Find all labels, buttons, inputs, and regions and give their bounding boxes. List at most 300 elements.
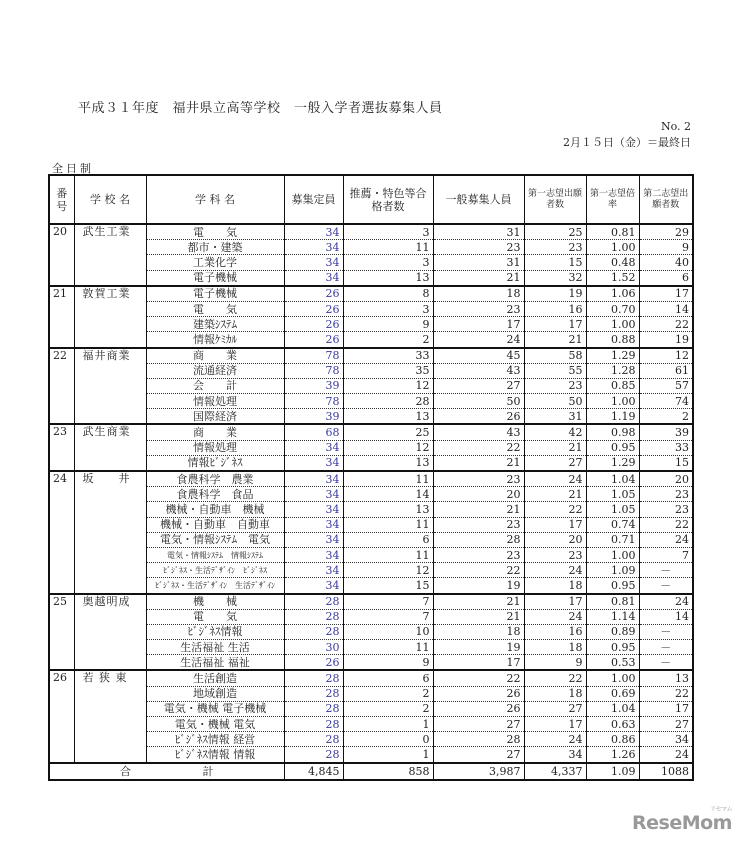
general-capacity: 23 — [433, 547, 524, 562]
department-name: 食農科学 食品 — [146, 487, 284, 502]
table-row — [49, 455, 693, 471]
second-choice-applicants: 27 — [639, 717, 693, 732]
school-number: 25 — [49, 594, 74, 671]
department-name: 電 気 — [146, 301, 284, 316]
second-choice-applicants: 39 — [639, 424, 693, 440]
capacity: 34 — [284, 440, 343, 455]
general-capacity: 21 — [433, 455, 524, 471]
first-choice-ratio: 1.14 — [586, 609, 639, 624]
resemom-logo: ReseMom リセマム — [632, 806, 732, 834]
department-name: ﾋﾞｼﾞﾈｽ情報 — [146, 624, 284, 639]
general-capacity: 45 — [433, 348, 524, 364]
capacity: 34 — [284, 487, 343, 502]
recommended-admitted: 0 — [343, 732, 433, 747]
capacity: 34 — [284, 471, 343, 487]
capacity: 34 — [284, 578, 343, 594]
document-number: No. 2 — [660, 120, 691, 133]
table-row — [49, 409, 693, 425]
general-capacity: 21 — [433, 609, 524, 624]
table-row — [49, 348, 693, 364]
school-number: 26 — [49, 670, 74, 762]
first-choice-ratio: 1.09 — [586, 563, 639, 578]
general-capacity: 26 — [433, 686, 524, 701]
department-name: 会 計 — [146, 378, 284, 393]
first-choice-applicants: 22 — [524, 670, 586, 686]
recommended-admitted: 13 — [343, 409, 433, 425]
department-name: 流通経済 — [146, 363, 284, 378]
school-name: 奥越明成 — [74, 594, 146, 671]
recommended-admitted: 15 — [343, 578, 433, 594]
second-choice-applicants: 6 — [639, 270, 693, 286]
department-name: 建築ｼｽﾃﾑ — [146, 317, 284, 332]
column-header: 第一志望出願者数 — [524, 175, 586, 224]
general-capacity: 27 — [433, 717, 524, 732]
first-choice-applicants: 16 — [524, 301, 586, 316]
table-row — [49, 594, 693, 610]
department-name: 電気・情報ｼｽﾃﾑ 情報ｼｽﾃﾑ — [146, 547, 284, 562]
second-choice-applicants: 23 — [639, 502, 693, 517]
second-choice-applicants: 23 — [639, 487, 693, 502]
first-choice-ratio: 0.98 — [586, 424, 639, 440]
department-name: 地域創造 — [146, 686, 284, 701]
table-row — [49, 502, 693, 517]
capacity: 34 — [284, 563, 343, 578]
recommended-admitted: 11 — [343, 547, 433, 562]
first-choice-applicants: 23 — [524, 547, 586, 562]
table-row — [49, 471, 693, 487]
first-choice-ratio: 1.04 — [586, 471, 639, 487]
general-capacity: 23 — [433, 517, 524, 532]
second-choice-applicants: 57 — [639, 378, 693, 393]
capacity: 34 — [284, 270, 343, 286]
table-row — [49, 378, 693, 393]
capacity: 26 — [284, 655, 343, 671]
second-choice-applicants: 19 — [639, 332, 693, 348]
capacity: 34 — [284, 517, 343, 532]
capacity: 34 — [284, 455, 343, 471]
general-capacity: 22 — [433, 563, 524, 578]
department-name: 電 気 — [146, 224, 284, 240]
first-choice-applicants: 17 — [524, 317, 586, 332]
table-row — [49, 224, 693, 240]
first-choice-applicants: 18 — [524, 578, 586, 594]
first-choice-ratio: 0.95 — [586, 640, 639, 655]
department-name: 機 械 — [146, 594, 284, 610]
second-choice-applicants: － — [639, 640, 693, 655]
recommended-admitted: 9 — [343, 317, 433, 332]
second-choice-applicants: 7 — [639, 547, 693, 562]
table-row — [49, 286, 693, 302]
recommended-admitted: 13 — [343, 502, 433, 517]
table-row — [49, 363, 693, 378]
department-name: ﾋﾞｼﾞﾈｽ・生活ﾃﾞｻﾞｲﾝ 生活ﾃﾞｻﾞｲﾝ — [146, 578, 284, 594]
table-row — [49, 578, 693, 594]
recommended-admitted: 7 — [343, 609, 433, 624]
general-capacity: 31 — [433, 224, 524, 240]
recommended-admitted: 11 — [343, 471, 433, 487]
first-choice-applicants: 27 — [524, 701, 586, 716]
recommended-admitted: 6 — [343, 532, 433, 547]
general-capacity: 26 — [433, 409, 524, 425]
table-row — [49, 686, 693, 701]
school-number: 23 — [49, 424, 74, 471]
first-choice-ratio: 0.95 — [586, 440, 639, 455]
department-name: 生活創造 — [146, 670, 284, 686]
column-header: 推薦・特色等合格者数 — [343, 175, 433, 224]
second-choice-applicants: 24 — [639, 532, 693, 547]
recommended-admitted: 1 — [343, 717, 433, 732]
school-number: 21 — [49, 286, 74, 348]
table-row — [49, 332, 693, 348]
first-choice-applicants: 17 — [524, 517, 586, 532]
capacity: 34 — [284, 255, 343, 270]
recommended-admitted: 13 — [343, 270, 433, 286]
recommended-admitted: 3 — [343, 301, 433, 316]
second-choice-applicants: 9 — [639, 240, 693, 255]
first-choice-applicants: 22 — [524, 502, 586, 517]
recommended-admitted: 2 — [343, 701, 433, 716]
total-value: 1088 — [639, 763, 693, 780]
recommended-admitted: 9 — [343, 655, 433, 671]
recommended-admitted: 13 — [343, 455, 433, 471]
table-row — [49, 563, 693, 578]
first-choice-ratio: 1.00 — [586, 670, 639, 686]
second-choice-applicants: 29 — [639, 224, 693, 240]
recommended-admitted: 33 — [343, 348, 433, 364]
table-row — [49, 655, 693, 671]
department-name: 情報処理 — [146, 440, 284, 455]
table-row — [49, 732, 693, 747]
admissions-table — [48, 174, 694, 781]
capacity: 28 — [284, 670, 343, 686]
recommended-admitted: 11 — [343, 240, 433, 255]
general-capacity: 22 — [433, 670, 524, 686]
first-choice-ratio: 1.29 — [586, 455, 639, 471]
table-row — [49, 394, 693, 409]
first-choice-ratio: 1.05 — [586, 487, 639, 502]
first-choice-applicants: 23 — [524, 378, 586, 393]
recommended-admitted: 25 — [343, 424, 433, 440]
department-name: 情報ｹﾐｶﾙ — [146, 332, 284, 348]
capacity: 28 — [284, 686, 343, 701]
capacity: 34 — [284, 547, 343, 562]
table-row — [49, 317, 693, 332]
first-choice-ratio: 0.63 — [586, 717, 639, 732]
capacity: 26 — [284, 286, 343, 302]
department-name: 商 業 — [146, 348, 284, 364]
column-header: 一般募集人員 — [433, 175, 524, 224]
department-name: 商 業 — [146, 424, 284, 440]
first-choice-applicants: 17 — [524, 594, 586, 610]
first-choice-ratio: 1.29 — [586, 348, 639, 364]
first-choice-applicants: 42 — [524, 424, 586, 440]
first-choice-applicants: 25 — [524, 224, 586, 240]
second-choice-applicants: － — [639, 578, 693, 594]
second-choice-applicants: 74 — [639, 394, 693, 409]
recommended-admitted: 12 — [343, 563, 433, 578]
first-choice-ratio: 0.71 — [586, 532, 639, 547]
capacity: 26 — [284, 317, 343, 332]
first-choice-applicants: 21 — [524, 487, 586, 502]
general-capacity: 27 — [433, 378, 524, 393]
second-choice-applicants: 14 — [639, 609, 693, 624]
school-number: 22 — [49, 348, 74, 425]
second-choice-applicants: 22 — [639, 517, 693, 532]
table-row — [49, 517, 693, 532]
recommended-admitted: 12 — [343, 378, 433, 393]
first-choice-ratio: 1.26 — [586, 747, 639, 763]
first-choice-ratio: 1.00 — [586, 547, 639, 562]
capacity: 30 — [284, 640, 343, 655]
first-choice-applicants: 34 — [524, 747, 586, 763]
total-label-a: 合 — [120, 764, 131, 778]
capacity: 26 — [284, 301, 343, 316]
table-row — [49, 301, 693, 316]
table-row — [49, 487, 693, 502]
department-name: 情報処理 — [146, 394, 284, 409]
deadline-note: 2月１５日（金）＝最終日 — [563, 136, 691, 149]
capacity: 34 — [284, 224, 343, 240]
school-name: 武生工業 — [74, 224, 146, 286]
first-choice-ratio: 0.69 — [586, 686, 639, 701]
column-header: 第一志望倍 率 — [586, 175, 639, 224]
first-choice-ratio: 1.28 — [586, 363, 639, 378]
capacity: 39 — [284, 409, 343, 425]
column-header: 募集定員 — [284, 175, 343, 224]
second-choice-applicants: 17 — [639, 701, 693, 716]
column-header: 番号 — [49, 175, 74, 224]
second-choice-applicants: 22 — [639, 686, 693, 701]
capacity: 78 — [284, 394, 343, 409]
table-row — [49, 440, 693, 455]
table-row — [49, 255, 693, 270]
department-name: 国際経済 — [146, 409, 284, 425]
recommended-admitted: 12 — [343, 440, 433, 455]
first-choice-applicants: 24 — [524, 563, 586, 578]
capacity: 28 — [284, 717, 343, 732]
school-name: 若 狭 東 — [74, 670, 146, 762]
department-name: 機械・自動車 機械 — [146, 502, 284, 517]
first-choice-ratio: 1.05 — [586, 502, 639, 517]
total-row — [49, 763, 693, 780]
first-choice-applicants: 58 — [524, 348, 586, 364]
second-choice-applicants: 2 — [639, 409, 693, 425]
general-capacity: 28 — [433, 532, 524, 547]
recommended-admitted: 6 — [343, 670, 433, 686]
first-choice-applicants: 31 — [524, 409, 586, 425]
first-choice-applicants: 17 — [524, 717, 586, 732]
second-choice-applicants: 33 — [639, 440, 693, 455]
school-name: 敦賀工業 — [74, 286, 146, 348]
department-name: 機械・自動車 自動車 — [146, 517, 284, 532]
capacity: 39 — [284, 378, 343, 393]
first-choice-applicants: 15 — [524, 255, 586, 270]
first-choice-ratio: 0.85 — [586, 378, 639, 393]
second-choice-applicants: 13 — [639, 670, 693, 686]
department-name: 電気・情報ｼｽﾃﾑ 電気 — [146, 532, 284, 547]
general-capacity: 18 — [433, 286, 524, 302]
section-label: 全日制 — [52, 162, 94, 175]
second-choice-applicants: 12 — [639, 348, 693, 364]
first-choice-ratio: 0.53 — [586, 655, 639, 671]
department-name: 食農科学 農業 — [146, 471, 284, 487]
general-capacity: 21 — [433, 502, 524, 517]
second-choice-applicants: 17 — [639, 286, 693, 302]
first-choice-applicants: 24 — [524, 732, 586, 747]
department-name: ﾋﾞｼﾞﾈｽ情報 経営 — [146, 732, 284, 747]
recommended-admitted: 1 — [343, 747, 433, 763]
general-capacity: 23 — [433, 471, 524, 487]
general-capacity: 19 — [433, 640, 524, 655]
capacity: 28 — [284, 732, 343, 747]
column-header: 学 校 名 — [74, 175, 146, 224]
recommended-admitted: 28 — [343, 394, 433, 409]
total-label — [49, 763, 284, 780]
table-row — [49, 424, 693, 440]
second-choice-applicants: 14 — [639, 301, 693, 316]
general-capacity: 26 — [433, 701, 524, 716]
general-capacity: 18 — [433, 624, 524, 639]
first-choice-applicants: 16 — [524, 624, 586, 639]
recommended-admitted: 2 — [343, 332, 433, 348]
capacity: 28 — [284, 747, 343, 763]
table-row — [49, 532, 693, 547]
recommended-admitted: 7 — [343, 594, 433, 610]
capacity: 34 — [284, 502, 343, 517]
general-capacity: 17 — [433, 317, 524, 332]
recommended-admitted: 3 — [343, 255, 433, 270]
column-header: 第二志望出願者数 — [639, 175, 693, 224]
capacity: 28 — [284, 609, 343, 624]
first-choice-ratio: 0.48 — [586, 255, 639, 270]
first-choice-ratio: 0.81 — [586, 594, 639, 610]
recommended-admitted: 11 — [343, 640, 433, 655]
first-choice-applicants: 21 — [524, 440, 586, 455]
general-capacity: 21 — [433, 270, 524, 286]
department-name: 生活福祉 福祉 — [146, 655, 284, 671]
table-row — [49, 670, 693, 686]
capacity: 78 — [284, 363, 343, 378]
first-choice-ratio: 1.06 — [586, 286, 639, 302]
first-choice-ratio: 1.00 — [586, 317, 639, 332]
first-choice-applicants: 24 — [524, 471, 586, 487]
department-name: ﾋﾞｼﾞﾈｽ情報 情報 — [146, 747, 284, 763]
school-number: 20 — [49, 224, 74, 286]
first-choice-ratio: 1.52 — [586, 270, 639, 286]
table-header — [49, 175, 693, 224]
first-choice-ratio: 0.86 — [586, 732, 639, 747]
total-value: 858 — [343, 763, 433, 780]
recommended-admitted: 11 — [343, 517, 433, 532]
department-name: 電子機械 — [146, 270, 284, 286]
first-choice-applicants: 23 — [524, 240, 586, 255]
table-row — [49, 640, 693, 655]
total-value: 3,987 — [433, 763, 524, 780]
department-name: 電 気 — [146, 609, 284, 624]
second-choice-applicants: 40 — [639, 255, 693, 270]
second-choice-applicants: 24 — [639, 594, 693, 610]
capacity: 34 — [284, 240, 343, 255]
general-capacity: 43 — [433, 363, 524, 378]
second-choice-applicants: － — [639, 624, 693, 639]
capacity: 28 — [284, 701, 343, 716]
school-number: 24 — [49, 471, 74, 594]
recommended-admitted: 35 — [343, 363, 433, 378]
capacity: 78 — [284, 348, 343, 364]
total-label-b: 計 — [202, 764, 214, 778]
general-capacity: 22 — [433, 440, 524, 455]
general-capacity: 43 — [433, 424, 524, 440]
general-capacity: 23 — [433, 240, 524, 255]
recommended-admitted: 2 — [343, 686, 433, 701]
general-capacity: 24 — [433, 332, 524, 348]
general-capacity: 50 — [433, 394, 524, 409]
capacity: 28 — [284, 624, 343, 639]
capacity: 68 — [284, 424, 343, 440]
second-choice-applicants: 61 — [639, 363, 693, 378]
first-choice-applicants: 55 — [524, 363, 586, 378]
first-choice-ratio: 0.74 — [586, 517, 639, 532]
general-capacity: 21 — [433, 594, 524, 610]
capacity: 26 — [284, 332, 343, 348]
page-title: 平成３１年度 福井県立高等学校 一般入学者選抜募集人員 — [78, 101, 443, 116]
second-choice-applicants: － — [639, 563, 693, 578]
department-name: 生活福祉 生活 — [146, 640, 284, 655]
first-choice-applicants: 21 — [524, 332, 586, 348]
recommended-admitted: 3 — [343, 224, 433, 240]
first-choice-ratio: 1.00 — [586, 394, 639, 409]
first-choice-ratio: 1.19 — [586, 409, 639, 425]
second-choice-applicants: 20 — [639, 471, 693, 487]
school-name: 坂 井 — [74, 471, 146, 594]
recommended-admitted: 14 — [343, 487, 433, 502]
school-name: 武生商業 — [74, 424, 146, 471]
recommended-admitted: 10 — [343, 624, 433, 639]
second-choice-applicants: 24 — [639, 747, 693, 763]
department-name: 情報ﾋﾞｼﾞﾈｽ — [146, 455, 284, 471]
general-capacity: 31 — [433, 255, 524, 270]
first-choice-ratio: 1.00 — [586, 240, 639, 255]
second-choice-applicants: 22 — [639, 317, 693, 332]
capacity: 28 — [284, 594, 343, 610]
first-choice-ratio: 0.81 — [586, 224, 639, 240]
school-name: 福井商業 — [74, 348, 146, 425]
general-capacity: 27 — [433, 747, 524, 763]
capacity: 34 — [284, 532, 343, 547]
total-value: 1.09 — [586, 763, 639, 780]
second-choice-applicants: － — [639, 655, 693, 671]
first-choice-applicants: 19 — [524, 286, 586, 302]
table-row — [49, 701, 693, 716]
first-choice-ratio: 0.70 — [586, 301, 639, 316]
first-choice-ratio: 0.89 — [586, 624, 639, 639]
first-choice-ratio: 0.95 — [586, 578, 639, 594]
first-choice-applicants: 32 — [524, 270, 586, 286]
first-choice-applicants: 50 — [524, 394, 586, 409]
column-header: 学 科 名 — [146, 175, 284, 224]
general-capacity: 20 — [433, 487, 524, 502]
first-choice-applicants: 18 — [524, 686, 586, 701]
first-choice-ratio: 1.04 — [586, 701, 639, 716]
department-name: ﾋﾞｼﾞﾈｽ・生活ﾃﾞｻﾞｲﾝ ﾋﾞｼﾞﾈｽ — [146, 563, 284, 578]
department-name: 電気・機械 電気 — [146, 717, 284, 732]
total-value: 4,845 — [284, 763, 343, 780]
table-row — [49, 547, 693, 562]
first-choice-applicants: 9 — [524, 655, 586, 671]
table-row — [49, 624, 693, 639]
department-name: 都市・建築 — [146, 240, 284, 255]
general-capacity: 28 — [433, 732, 524, 747]
